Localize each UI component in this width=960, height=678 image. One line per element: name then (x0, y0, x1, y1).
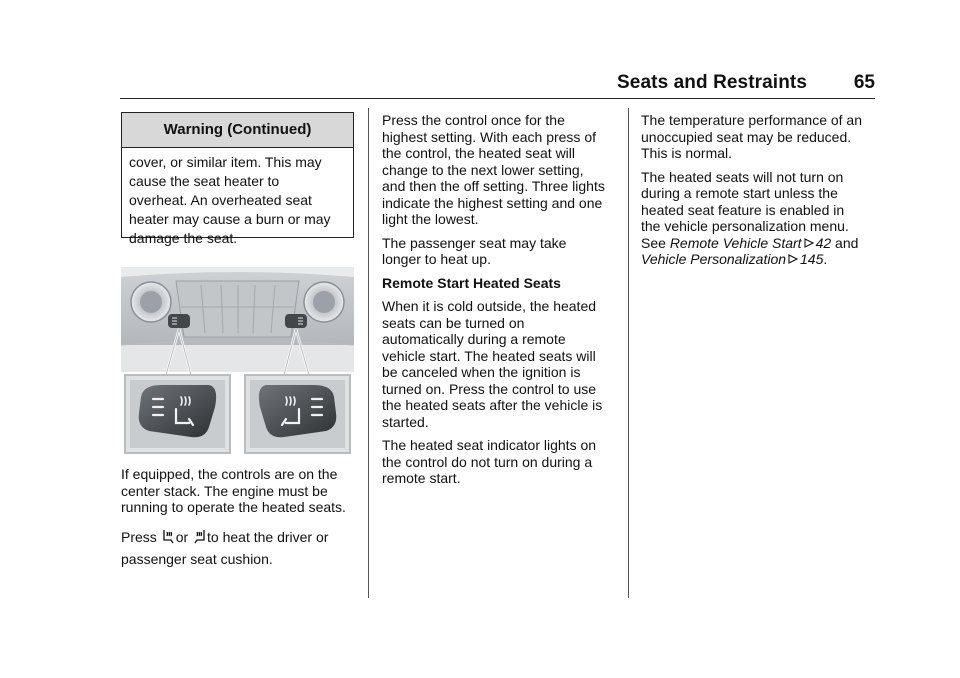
text-line: unoccupied seat may be reduced. (641, 128, 852, 145)
heated-seat-controls-illustration (121, 267, 354, 457)
paragraph (382, 112, 622, 228)
text-line: change to the next lower setting, (382, 161, 584, 178)
text-fragment: or (175, 528, 189, 545)
column-divider-2 (628, 108, 629, 598)
section-heading: Remote Start Heated Seats (382, 274, 561, 291)
text-line: The heated seats will not turn on (641, 168, 844, 185)
passenger-heated-seat-icon (194, 529, 205, 544)
paragraph (641, 169, 881, 268)
warning-line: cover, or similar item. This may (129, 154, 322, 170)
text-line: the heated seats after the vehicle is (382, 397, 603, 413)
warning-line: overheat. An overheated seat (129, 192, 312, 208)
text-line: When it is cold outside, the heated (382, 298, 597, 314)
warning-title: Warning (Continued) (122, 113, 353, 148)
text-line: highest setting. With each press of (382, 128, 596, 145)
section-title: Seats and Restraints (617, 72, 807, 93)
paragraph (121, 526, 361, 570)
column-3-text (641, 112, 881, 275)
driver-heated-seat-icon (163, 529, 174, 544)
page-reference-icon (804, 238, 814, 248)
text-line: The passenger seat may take (382, 234, 567, 251)
text-line: seats can be turned on (382, 314, 525, 331)
text-line: the control do not turn on during a (382, 453, 593, 470)
driver-heated-seat-button-icon (139, 385, 216, 437)
column-2-text (382, 112, 622, 494)
cross-reference-link[interactable]: Remote Vehicle Start (669, 234, 802, 251)
paragraph (121, 466, 361, 516)
page-reference-icon (788, 254, 798, 264)
text-line: turned on. Press the control to use (382, 380, 597, 397)
text-line: the control, the heated seat will (382, 145, 576, 161)
text-line: remote start. (382, 470, 461, 486)
text-line: running to operate the heated seats. (121, 499, 346, 515)
text-line: during a remote start unless the (641, 185, 838, 201)
text-line: heated seat feature is enabled in (641, 201, 845, 218)
text-line: and then the off setting. Three lights (382, 178, 605, 194)
text-line: vehicle start. The heated seats will (382, 347, 596, 364)
column-divider-1 (368, 108, 369, 598)
warning-line: damage the seat. (129, 230, 238, 246)
column-1-text (121, 466, 361, 577)
cross-reference-page[interactable]: 145 (800, 251, 824, 267)
page-number: 65 (853, 72, 875, 93)
text-line: the vehicle personalization menu. (641, 218, 849, 234)
paragraph (382, 298, 622, 430)
page-header (120, 70, 875, 99)
text-line: light the lowest. (382, 211, 479, 227)
text-fragment: and (835, 234, 859, 251)
text-line: be canceled when the ignition is (382, 364, 581, 380)
text-line: longer to heat up. (382, 251, 491, 267)
text-line: started. (382, 413, 429, 430)
text-line: Press the control once for the (382, 112, 565, 128)
paragraph (641, 112, 881, 162)
warning-body (122, 148, 353, 253)
warning-line: cause the seat heater to (129, 173, 280, 189)
paragraph (382, 235, 622, 268)
warning-line: heater may cause a burn or may (129, 211, 331, 227)
text-line: This is normal. (641, 145, 733, 161)
cross-reference-page[interactable]: 42 (815, 234, 832, 251)
text-line: center stack. The engine must be (121, 482, 328, 499)
warning-box (121, 112, 354, 246)
paragraph (382, 437, 622, 487)
text-fragment: to heat the driver or (207, 528, 329, 545)
dashboard-illustration (121, 267, 354, 457)
passenger-heated-seat-button-icon (259, 385, 336, 437)
text-line: automatically during a remote (382, 331, 566, 347)
text-fragment: . (823, 251, 828, 267)
text-fragment: Press (121, 528, 157, 545)
text-line: The heated seat indicator lights on (382, 437, 597, 453)
text-fragment: See (641, 234, 666, 251)
text-line: The temperature performance of an (641, 112, 863, 128)
text-line: If equipped, the controls are on the (121, 466, 338, 482)
text-line: indicate the highest setting and one (382, 194, 603, 211)
text-line: passenger seat cushion. (121, 550, 273, 567)
cross-reference-link[interactable]: Vehicle Personalization (641, 251, 787, 267)
